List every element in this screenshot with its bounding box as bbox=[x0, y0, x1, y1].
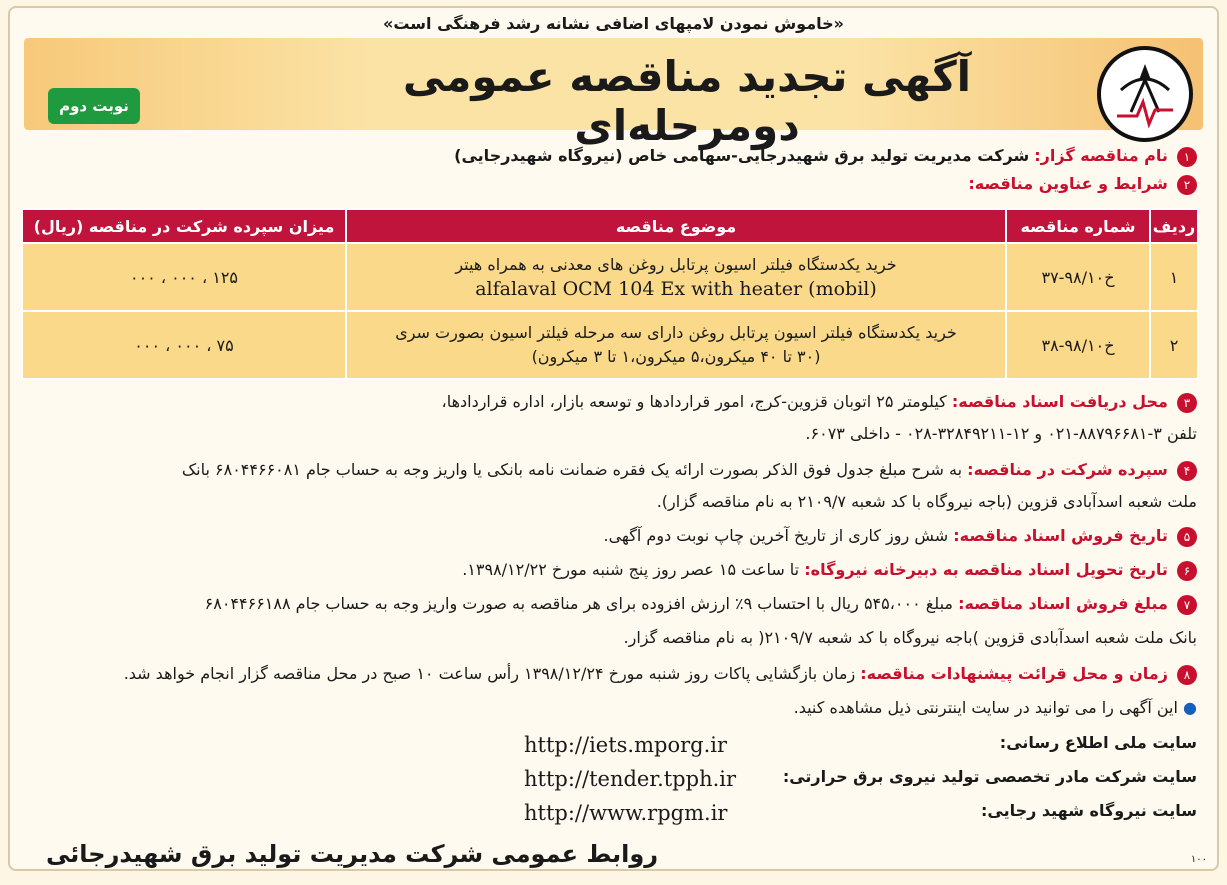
header-tender-number: شماره مناقصه bbox=[1006, 209, 1150, 243]
item-number: ۴ bbox=[1177, 461, 1197, 481]
tender-table bbox=[21, 208, 1199, 380]
page-title: آگهی تجدید مناقصه عمومی دومرحله‌ای bbox=[402, 52, 972, 150]
item-text: شش روز کاری از تاریخ آخرین چاپ نوبت دوم آگهی. bbox=[603, 526, 949, 545]
cell-subject bbox=[346, 311, 1006, 379]
cell-deposit: ۱۲۵ ، ۰۰۰ ، ۰۰۰ bbox=[22, 243, 346, 311]
company-logo bbox=[1097, 46, 1193, 142]
item-label: محل دریافت اسناد مناقصه: bbox=[951, 392, 1168, 411]
power-plant-logo-icon bbox=[1101, 50, 1189, 138]
item-label: شرایط و عناوین مناقصه: bbox=[968, 174, 1168, 193]
item-delivery-date bbox=[24, 560, 1197, 581]
tender-advertisement bbox=[8, 6, 1219, 871]
item-sale-price-bank: بانک ملت شعبه اسدآبادی قزوین )باجه نیروگاه با کد شعبه ۲۱۰۹/۷( به نام مناقصه گزار. bbox=[623, 628, 1197, 647]
site-label: سایت نیروگاه شهید رجایی: bbox=[980, 801, 1197, 820]
cell-row-number: ۱ bbox=[1150, 243, 1198, 311]
site-label: سایت شرکت مادر تخصصی تولید نیروی برق حرارتی: bbox=[782, 767, 1197, 786]
item-opening bbox=[24, 664, 1197, 685]
item-text: شرکت مدیریت تولید برق شهیدرجایی-سهامی خاص (نیروگاه شهیدرجایی) bbox=[454, 146, 1030, 165]
top-note: «خاموش نمودن لامپهای اضافی نشانه رشد فرهنگی است» bbox=[383, 14, 844, 33]
item-number: ۳ bbox=[1177, 393, 1197, 413]
subject-line: خرید یکدستگاه فیلتر اسیون پرتابل روغن دارای سه مرحله فیلتر اسیون بصورت سری bbox=[395, 323, 957, 342]
page-number: ۱۰۰ bbox=[1190, 854, 1207, 865]
item-number: ۷ bbox=[1177, 595, 1197, 615]
cell-tender-number: خ۹۸/۱۰-۳۸ bbox=[1006, 311, 1150, 379]
item-label: تاریخ فروش اسناد مناقصه: bbox=[953, 526, 1168, 545]
item-number: ۲ bbox=[1177, 175, 1197, 195]
second-round-badge: نوبت دوم bbox=[48, 88, 140, 124]
item-documents-phone: تلفن ۳-۸۸۷۹۶۶۸۱-۰۲۱ و ۱۲-۳۲۸۴۹۲۱۱-۰۲۸ - داخلی ۶۰۷۳. bbox=[805, 424, 1197, 443]
item-text: به شرح مبلغ جدول فوق الذکر بصورت ارائه یک فقره ضمانت نامه بانکی یا واریز وجه به حساب جام ۶۸۰۴۴۶۶۰۸۱ بانک bbox=[181, 460, 963, 479]
site-url[interactable]: http://www.rpgm.ir bbox=[524, 801, 728, 825]
cell-row-number: ۲ bbox=[1150, 311, 1198, 379]
header-row-number: ردیف bbox=[1150, 209, 1198, 243]
public-relations-footer: روابط عمومی شرکت مدیریت تولید برق شهیدرجائی bbox=[46, 840, 659, 868]
item-number: ۱ bbox=[1177, 147, 1197, 167]
table-row bbox=[22, 311, 1198, 379]
item-text: مبلغ ۵۴۵،۰۰۰ ریال با احتساب ۹٪ ارزش افزوده برای هر مناقصه به صورت واریز وجه به حساب جام ۶۸۰۴۴۶۶۱۸۸ bbox=[204, 594, 953, 613]
table-row bbox=[22, 243, 1198, 311]
item-label: مبلغ فروش اسناد مناقصه: bbox=[958, 594, 1168, 613]
item-conditions bbox=[24, 174, 1197, 195]
note-text: این آگهی را می توانید در سایت اینترنتی ذیل مشاهده کنید. bbox=[793, 698, 1178, 717]
item-documents-location bbox=[24, 392, 1197, 413]
table-header-row bbox=[22, 209, 1198, 243]
item-tenderer bbox=[24, 146, 1197, 167]
item-deposit-bank: ملت شعبه اسدآبادی قزوین (باجه نیروگاه با کد شعبه ۲۱۰۹/۷ به نام مناقصه گزار). bbox=[656, 492, 1197, 511]
bullet-icon: ● bbox=[1183, 698, 1197, 717]
websites-list bbox=[24, 733, 1197, 833]
subject-line: (mobil) alfalaval OCM 104 Ex with heater bbox=[475, 278, 877, 300]
item-number: ۸ bbox=[1177, 665, 1197, 685]
item-number: ۵ bbox=[1177, 527, 1197, 547]
site-url[interactable]: http://iets.mporg.ir bbox=[524, 733, 728, 757]
item-label: زمان و محل قرائت پیشنهادات مناقصه: bbox=[860, 664, 1168, 683]
item-number: ۶ bbox=[1177, 561, 1197, 581]
site-label: سایت ملی اطلاع رسانی: bbox=[999, 733, 1197, 752]
item-label: نام مناقصه گزار: bbox=[1034, 146, 1168, 165]
subject-line: خرید یکدستگاه فیلتر اسیون پرتابل روغن های معدنی به همراه هیتر bbox=[455, 255, 897, 274]
item-sale-price bbox=[24, 594, 1197, 615]
item-text: تا ساعت ۱۵ عصر روز پنج شنبه مورخ ۱۳۹۸/۱۲/۲۲. bbox=[462, 560, 800, 579]
item-text: زمان بازگشایی پاکات روز شنبه مورخ ۱۳۹۸/۱۲/۲۴ رأس ساعت ۱۰ صبح در محل مناقصه گزار انجام خواهد شد. bbox=[123, 664, 856, 683]
header-subject: موضوع مناقصه bbox=[346, 209, 1006, 243]
item-label: تاریخ تحویل اسناد مناقصه به دبیرخانه نیروگاه: bbox=[804, 560, 1168, 579]
website-note bbox=[24, 698, 1197, 717]
item-text: کیلومتر ۲۵ اتوبان قزوین-کرج، امور قراردادها و توسعه بازار، اداره قراردادها، bbox=[441, 392, 947, 411]
cell-subject bbox=[346, 243, 1006, 311]
site-url[interactable]: http://tender.tpph.ir bbox=[524, 767, 737, 791]
subject-line: (۳۰ تا ۴۰ میکرون،۵ میکرون،۱ تا ۳ میکرون) bbox=[531, 347, 821, 366]
cell-tender-number: خ۹۸/۱۰-۳۷ bbox=[1006, 243, 1150, 311]
cell-deposit: ۷۵ ، ۰۰۰ ، ۰۰۰ bbox=[22, 311, 346, 379]
item-deposit bbox=[24, 460, 1197, 481]
item-label: سپرده شرکت در مناقصه: bbox=[967, 460, 1168, 479]
header-deposit: میزان سپرده شرکت در مناقصه (ریال) bbox=[22, 209, 346, 243]
item-sale-date bbox=[24, 526, 1197, 547]
